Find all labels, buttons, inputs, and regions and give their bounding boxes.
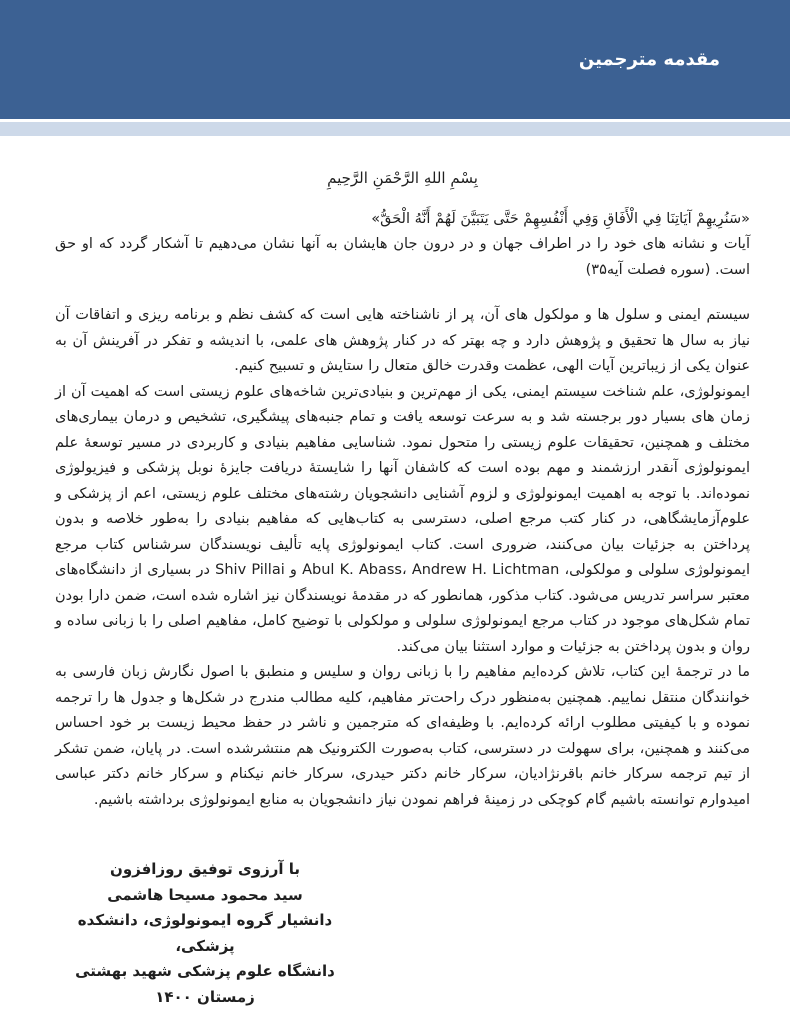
quran-verse: «سَنُرِيهِمْ آيَاتِنَا فِي الْأَفَاقِ وَفِي أَنْفُسِهِمْ حَتَّى يَتَبَيَّنَ لَهُمْ أَنَّهُ الْحَقُّ» <box>55 207 750 233</box>
page-title: مقدمه مترجمین <box>579 49 720 70</box>
signature-block <box>55 857 355 1010</box>
document-body <box>0 166 804 1010</box>
signature-university: دانشگاه علوم پزشکی شهید بهشتی <box>55 959 355 985</box>
signature-wish-line: با آرزوی توفیق روزافزون <box>55 857 355 883</box>
signature-position: دانشیار گروه ایمونولوژی، دانشکده پزشکی، <box>55 908 355 959</box>
bismillah-text: بِسْمِ اللهِ الرَّحْمَنِ الرَّحِيمِ <box>55 166 750 192</box>
verse-translation: آیات و نشانه های خود را در اطراف جهان و در درون جان هایشان به آنها نشان می‌دهیم تا آشکار گردد که او حق است. (سوره فصلت آیه۳۵) <box>55 232 750 283</box>
header-band <box>0 0 790 119</box>
signature-date: زمستان ۱۴۰۰ <box>55 985 355 1010</box>
paragraph-immune-system: سیستم ایمنی و سلول ها و مولکول های آن، پر از ناشناخته هایی است که کشف نظم و برنامه ریزی و اتفاقات آن نیاز به سال ها تحقیق و پژوهش دارد و چه بهتر که در کنار پژوهش های علمی، با اندیشه و تفکر در آفرینش آن به عنوان یکی از زیباترین آیات الهی، عظمت وقدرت خالق متعال را ستایش و تسبیح کنیم. <box>55 303 750 380</box>
paragraph-immunology-importance: ایمونولوژی، علم شناخت سیستم ایمنی، یکی از مهم‌ترین و بنیادی‌ترین شاخه‌های علوم زیستی است که اهمیت آن از زمان های بسیار دور برجسته شد و به سرعت توسعه یافت و تمام جنبه‌های پیشگیری، تشخیص و درمان بیماری‌های مختلف و همچنین، تحقیقات علوم زیستی را متحول نمود. شناسایی مفاهیم بنیادی و کاربردی در مسیر توسعهٔ علم ایمونولوژی آنقدر ارزشمند و مهم بوده است که کاشفان آنها را شایستهٔ دریافت جایزهٔ نوبل پزشکی و فیزیولوژی نموده‌اند. با توجه به اهمیت ایمونولوژی و لزوم آشنایی دانشجویان رشته‌های مختلف علوم زیستی، اعم از پزشکی و علوم‌آزمایشگاهی، در کنار کتب مرجع اصلی، دسترسی به کتاب‌هایی که مفاهیم بنیادی را به‌طور خلاصه و بدون پرداختن به جزئیات بیان می‌کنند، ضروری است. کتاب ایمونولوژی پایه تألیف نویسندگان سرشناس کتاب مرجع ایمونولوژی سلولی و مولکولی، Abul K. Abass، Andrew H. Lichtman و Shiv Pillai در بسیاری از دانشگاه‌های معتبر سراسر تدریس می‌شود. کتاب مذکور، همانطور که در مقدمهٔ نویسندگان نیز اشاره شده است، ضمن دارا بودن تمام شکل‌های موجود در کتاب مرجع ایمونولوژی سلولی و مولکولی با توضیح کامل، مفاهیم اصلی را با زبانی ساده و روان و بدون پرداختن به جزئیات و موارد استثنا بیان می‌کند. <box>55 380 750 661</box>
page-header <box>0 0 790 136</box>
signature-name: سید محمود مسیحا هاشمی <box>55 883 355 909</box>
header-accent-strip <box>0 122 790 136</box>
paragraph-translation-notes: ما در ترجمهٔ این کتاب، تلاش کرده‌ایم مفاهیم را با زبانی روان و سلیس و منطبق با اصول نگارش زبان فارسی به خوانندگان منتقل نماییم. همچنین به‌منظور درک راحت‌تر مفاهیم، کلیه مطالب مندرج در شکل‌ها و جدول ها را ترجمه نموده و با کیفیتی مطلوب ارائه کرده‌ایم. با وظیفه‌ای که مترجمین و ناشر در حفظ محیط زیست بر خود احساس می‌کنند و همچنین، برای سهولت در دسترسی، کتاب به‌صورت الکترونیک هم منتشرشده است. در پایان، ضمن تشکر از تیم ترجمه سرکار خانم باقرنژادیان، سرکار خانم دکتر حیدری، سرکار خانم نیکنام و سرکار خانم دکتر عباسی امیدوارم توانسته باشیم گام کوچکی در زمینهٔ فراهم نمودن نیاز دانشجویان به منابع ایمونولوژی برداشته باشیم. <box>55 660 750 813</box>
